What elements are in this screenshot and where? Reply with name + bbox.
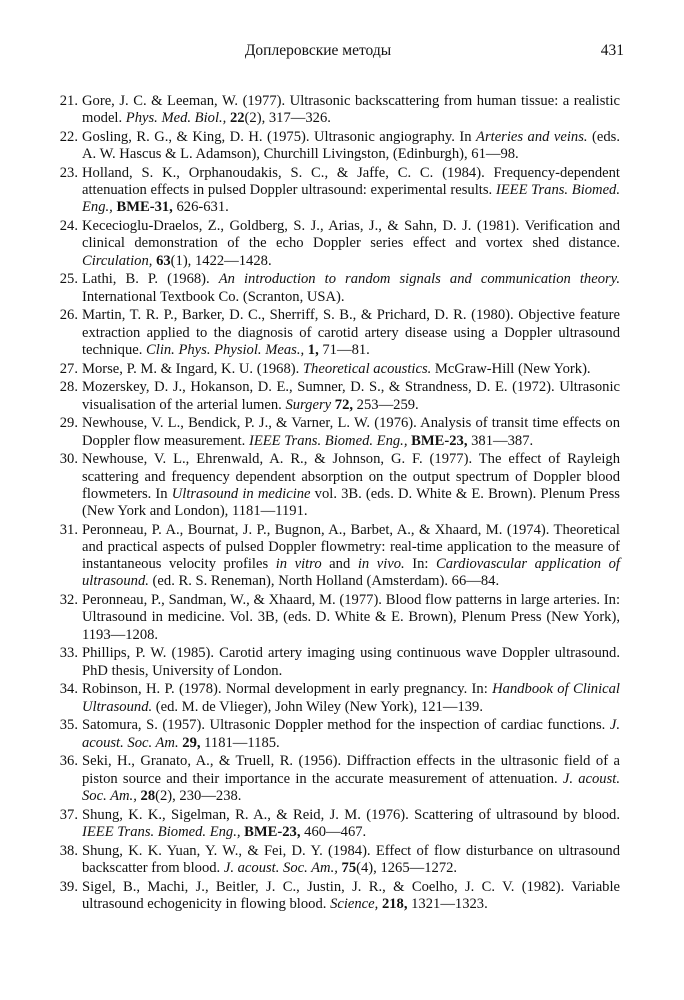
- reference-number: 33.: [59, 645, 78, 662]
- reference-italic-text: IEEE Trans. Biomed. Eng.,: [82, 823, 241, 840]
- reference-item: [59, 93, 620, 127]
- reference-item: [59, 753, 620, 805]
- reference-italic-text: An introduction to random signals and communication theory.: [218, 271, 621, 288]
- reference-number: 22.: [59, 129, 78, 145]
- reference-number: 26.: [59, 307, 78, 324]
- reference-item: [59, 806, 620, 841]
- reference-italic-text: Ultrasound in medicine: [171, 485, 311, 502]
- reference-text: Peronneau, P., Sandman, W., & Xhaard, M. (1977). Blood flow patterns in large arteries. In: Ultrasound in medicine. Vol. 3B, (eds. D. White & E. Brown), Plenum Press (New York), 1193—1208.: [82, 592, 620, 643]
- reference-italic-text: Theoretical acoustics.: [302, 360, 432, 377]
- reference-item: [59, 379, 620, 413]
- reference-italic-text: Science,: [330, 895, 379, 912]
- reference-text: (2), 230—238.: [155, 787, 242, 804]
- reference-italic-text: Surgery: [285, 396, 332, 413]
- reference-text: (eds. A. W. Hascus & L. Adamson), Churchill Livingston, (Edinburgh), 61—98.: [82, 129, 620, 163]
- reference-text: Shung, K. K. Yuan, Y. W., & Fei, D. Y. (1984). Effect of flow disturbance on ultrasound backscatter from blood.: [82, 842, 620, 876]
- reference-text: 1181—1185.: [200, 734, 280, 751]
- reference-text: (2), 317—326.: [244, 110, 331, 127]
- reference-bold-text: 29,: [182, 734, 201, 751]
- reference-text: Peronneau, P. A., Bournat, J. P., Bugnon, A., Barbet, A., & Xhaard, M. (1974). Theoretical and practical aspects of pulsed Doppler flowmetry: real-time application to the measure of instantaneous velocity profiles: [82, 521, 620, 573]
- reference-bold-text: 1,: [307, 341, 319, 358]
- reference-text: Gosling, R. G., & King, D. H. (1975). Ultrasonic angiography. In: [82, 129, 477, 145]
- reference-number: 23.: [59, 165, 78, 181]
- reference-number: 35.: [59, 717, 78, 734]
- reference-bold-text: 28: [140, 787, 156, 804]
- reference-text: 381—387.: [467, 432, 534, 449]
- reference-item: [59, 878, 620, 913]
- reference-text: (1), 1422—1428.: [170, 252, 272, 269]
- reference-text: Sigel, B., Machi, J., Beitler, J. C., Justin, J. R., & Coelho, J. C. V. (1982). Variable ultrasound echogenicity in flowing blood.: [82, 878, 620, 912]
- reference-item: [59, 681, 620, 715]
- reference-italic-text: in vitro: [275, 556, 322, 573]
- reference-number: 25.: [59, 271, 78, 288]
- reference-number: 31.: [59, 521, 78, 538]
- reference-number: 24.: [59, 218, 78, 235]
- reference-text: McGraw-Hill (New York).: [431, 360, 591, 377]
- reference-bold-text: BME-23,: [244, 823, 301, 840]
- reference-italic-text: in vivo.: [357, 556, 405, 573]
- reference-italic-text: Clin. Phys. Physiol. Meas.,: [146, 341, 305, 358]
- page-number: 431: [600, 42, 624, 59]
- reference-number: 28.: [59, 379, 78, 396]
- reference-text: Newhouse, V. L., Bendick, P. J., & Varner, L. W. (1976). Analysis of transit time effects on Doppler flow measurement.: [82, 415, 620, 449]
- reference-number: 34.: [59, 681, 78, 698]
- reference-item: [59, 521, 620, 591]
- reference-italic-text: IEEE Trans. Biomed. Eng.,: [82, 182, 621, 216]
- reference-number: 27.: [59, 360, 78, 377]
- reference-item: [59, 717, 620, 751]
- reference-item: [59, 842, 620, 877]
- reference-text: Holland, S. K., Orphanoudakis, S. C., & Jaffe, C. C. (1984). Frequency-dependent attenuation effects in pulsed Doppler ultrasound: experimental results.: [82, 165, 620, 199]
- reference-bold-text: 63: [156, 252, 171, 269]
- reference-bold-text: 75: [341, 859, 357, 876]
- reference-item: [59, 592, 620, 644]
- reference-item: [59, 307, 620, 359]
- reference-italic-text: J. acoust. Soc. Am.,: [223, 859, 338, 876]
- page-header: [0, 42, 684, 66]
- reference-text: Seki, H., Granato, A., & Truell, R. (1956). Diffraction effects in the ultrasonic field of a piston source and their importance in the accurate measurement of attenuation.: [82, 753, 620, 787]
- reference-number: 21.: [59, 93, 78, 109]
- reference-item: [59, 165, 621, 217]
- reference-item: [59, 360, 620, 378]
- reference-item: [59, 271, 621, 305]
- reference-italic-text: J. acoust. Soc. Am.: [82, 717, 620, 751]
- reference-item: [59, 415, 620, 449]
- reference-number: 32.: [59, 592, 78, 609]
- reference-text: vol. 3B. (eds. D. White & E. Brown). Plenum Press (New York and London), 1181—1191.: [82, 485, 620, 520]
- reference-item: [59, 218, 620, 270]
- running-title: Доплеровские методы: [244, 42, 392, 59]
- reference-number: 29.: [59, 415, 78, 432]
- reference-number: 39.: [59, 878, 78, 895]
- reference-text: 626-631.: [172, 199, 229, 216]
- reference-list: [59, 93, 621, 915]
- reference-item: [59, 129, 620, 163]
- reference-text: Shung, K. K., Sigelman, R. A., & Reid, J. M. (1976). Scattering of ultrasound by blood.: [82, 806, 620, 823]
- reference-text: Robinson, H. P. (1978). Normal development in early pregnancy. In:: [82, 681, 493, 698]
- reference-text: Satomura, S. (1957). Ultrasonic Doppler method for the inspection of cardiac functions.: [82, 717, 610, 734]
- reference-bold-text: 72,: [334, 396, 354, 413]
- reference-text: 1321—1323.: [407, 895, 488, 912]
- reference-item: [59, 451, 620, 520]
- reference-number: 30.: [59, 451, 78, 468]
- reference-italic-text: IEEE Trans. Biomed. Eng.,: [248, 432, 408, 449]
- reference-text: and: [321, 556, 358, 573]
- reference-bold-text: 22: [229, 110, 245, 127]
- reference-text: Lathi, B. P. (1968).: [82, 271, 219, 288]
- reference-number: 37.: [59, 806, 78, 823]
- reference-number: 38.: [59, 842, 78, 859]
- reference-italic-text: Cardiovascular application of ultrasound.: [82, 556, 620, 590]
- reference-text: Phillips, P. W. (1985). Carotid artery imaging using continuous wave Doppler ultrasound. PhD thesis, University of London.: [82, 645, 620, 679]
- reference-text: 460—467.: [300, 823, 367, 840]
- reference-italic-text: J. acoust. Soc. Am.,: [82, 770, 620, 804]
- reference-text: Kececioglu-Draelos, Z., Goldberg, S. J., Arias, J., & Sahn, D. J. (1981). Verification and clinical demonstration of the echo Doppler series effect and vortex shed distance.: [82, 218, 620, 252]
- reference-number: 36.: [59, 753, 78, 770]
- reference-italic-text: Phys. Med. Biol.,: [125, 110, 227, 127]
- reference-bold-text: BME-31,: [116, 199, 173, 216]
- reference-text: Gore, J. C. & Leeman, W. (1977). Ultrasonic backscattering from human tissue: a realistic model.: [82, 93, 620, 127]
- reference-italic-text: Circulation,: [82, 252, 153, 269]
- reference-text: Mozerskey, D. J., Hokanson, D. E., Sumner, D. S., & Strandness, D. E. (1972). Ultrasonic visualisation of the arterial lumen.: [82, 379, 620, 413]
- reference-italic-text: Handbook of Clinical Ultrasound.: [82, 681, 620, 715]
- reference-italic-text: Arteries and veins.: [476, 129, 588, 145]
- reference-text: (4), 1265—1272.: [356, 859, 458, 876]
- reference-text: 253—259.: [353, 396, 419, 413]
- reference-bold-text: 218,: [381, 895, 408, 912]
- reference-text: In:: [404, 556, 436, 573]
- reference-text: Martin, T. R. P., Barker, D. C., Sherriff, S. B., & Prichard, D. R. (1980). Objective feature extraction applied to the diagnosis of carotid artery disease using a Doppler ultrasound technique.: [82, 307, 620, 358]
- reference-text: Morse, P. M. & Ingard, K. U. (1968).: [82, 360, 303, 377]
- reference-text: (ed. M. de Vlieger), John Wiley (New York), 121—139.: [152, 698, 483, 715]
- reference-text: 71—81.: [318, 341, 370, 358]
- reference-item: [59, 645, 620, 679]
- reference-text: Newhouse, V. L., Ehrenwald, A. R., & Johnson, G. F. (1977). The effect of Rayleigh scattering and frequency dependent absorption on the output spectrum of Doppler blood flowmeters. In: [82, 451, 620, 502]
- reference-text: International Textbook Co. (Scranton, USA).: [82, 288, 345, 305]
- reference-text: (ed. R. S. Reneman), North Holland (Amsterdam). 66—84.: [148, 573, 500, 590]
- reference-bold-text: BME-23,: [411, 432, 468, 449]
